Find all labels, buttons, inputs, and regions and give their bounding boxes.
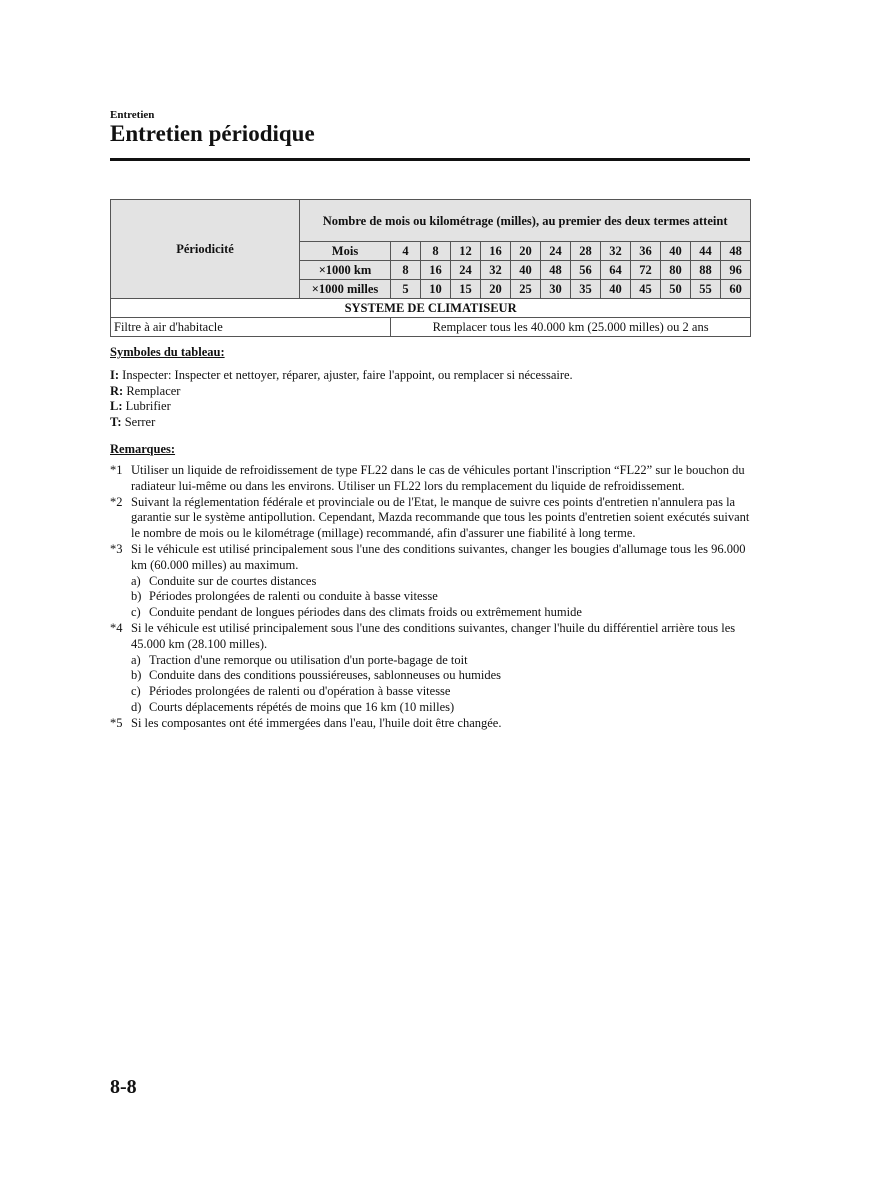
note-mark: *4 bbox=[110, 620, 123, 635]
table-cell: 12 bbox=[451, 242, 481, 261]
sub-text: Conduite pendant de longues périodes dans des climats froids ou extrêmement humide bbox=[149, 605, 582, 620]
sub-mark: b) bbox=[131, 589, 142, 604]
table-cell: 44 bbox=[691, 242, 721, 261]
table-cell: 8 bbox=[421, 242, 451, 261]
symbol-text: Lubrifier bbox=[122, 399, 171, 414]
sub-item bbox=[131, 605, 755, 621]
note-text: Suivant la réglementation fédérale et provinciale ou de l'Etat, le manque de suivre ces points d'entretien n'annulera pas la garantie sur le système antipollution. Cependant, Mazda recommande que tous les points d'entretien soient exécutés suivant le nombre de mois ou le kilométrage (millage) recommandé, afin d'assurer une fiabilité à long terme. bbox=[131, 494, 750, 541]
table-cell: 36 bbox=[631, 242, 661, 261]
table-cell: 88 bbox=[691, 261, 721, 280]
table-cell: 64 bbox=[601, 261, 631, 280]
remarks-list bbox=[110, 463, 755, 732]
note-mark: *5 bbox=[110, 715, 123, 730]
table-cell: 16 bbox=[481, 242, 511, 261]
symbol-text: Inspecter: Inspecter et nettoyer, réparer, ajuster, faire l'appoint, ou remplacer si nécessaire. bbox=[119, 368, 573, 382]
note-mark: *3 bbox=[110, 541, 123, 556]
table-cell: 55 bbox=[691, 280, 721, 299]
list-item bbox=[110, 399, 573, 415]
sub-item bbox=[131, 589, 755, 605]
sub-mark: a) bbox=[131, 652, 141, 667]
item-name: Filtre à air d'habitacle bbox=[111, 318, 391, 337]
table-row bbox=[111, 318, 751, 337]
table-cell: 60 bbox=[721, 280, 751, 299]
table-cell: 80 bbox=[661, 261, 691, 280]
symbol-key: T: bbox=[110, 415, 122, 430]
table-cell: 32 bbox=[481, 261, 511, 280]
table-cell: 25 bbox=[511, 280, 541, 299]
sub-mark: b) bbox=[131, 668, 142, 683]
table-cell: 45 bbox=[631, 280, 661, 299]
table-cell: 40 bbox=[601, 280, 631, 299]
sub-text: Périodes prolongées de ralenti ou conduite à basse vitesse bbox=[149, 589, 438, 604]
sub-text: Conduite dans des conditions poussiéreuses, sablonneuses ou humides bbox=[149, 668, 502, 683]
sub-text: Conduite sur de courtes distances bbox=[149, 573, 317, 588]
symbol-text: Remplacer bbox=[123, 383, 181, 398]
sub-item bbox=[131, 700, 755, 716]
table-cell: 32 bbox=[601, 242, 631, 261]
table-cell: 72 bbox=[631, 261, 661, 280]
symbols-list bbox=[110, 368, 573, 431]
system-heading-row bbox=[111, 299, 751, 318]
table-cell: 20 bbox=[481, 280, 511, 299]
sub-text: Traction d'une remorque ou utilisation d'un porte-bagage de toit bbox=[149, 652, 468, 667]
sub-item bbox=[131, 574, 755, 590]
table-cell: 15 bbox=[451, 280, 481, 299]
periodicite-cell: Périodicité bbox=[111, 200, 300, 299]
table-cell: 8 bbox=[391, 261, 421, 280]
table-cell: 16 bbox=[421, 261, 451, 280]
title-rule bbox=[110, 158, 750, 161]
table-cell: 48 bbox=[541, 261, 571, 280]
table-cell: 4 bbox=[391, 242, 421, 261]
table-cell: 28 bbox=[571, 242, 601, 261]
list-item bbox=[110, 415, 573, 431]
sub-item bbox=[131, 653, 755, 669]
section-label: Entretien bbox=[110, 109, 155, 121]
maintenance-schedule-table bbox=[110, 199, 751, 337]
remarks-heading: Remarques: bbox=[110, 442, 176, 456]
note-text: Si le véhicule est utilisé principalement sous l'une des conditions suivantes, changer les bougies d'allumage tous les 96.000 km (60.000 milles) au maximum. bbox=[131, 541, 746, 572]
table-cell: 96 bbox=[721, 261, 751, 280]
sub-mark: d) bbox=[131, 699, 142, 714]
sub-item bbox=[131, 684, 755, 700]
note-text: Utiliser un liquide de refroidissement de type FL22 dans le cas de véhicules portant l'inscription “FL22” sur le bouchon du radiateur lui-même ou dans les environs. Utiliser un FL22 lors du remplacement du liquide de refroidissement. bbox=[131, 463, 745, 493]
table-cell: 48 bbox=[721, 242, 751, 261]
table-cell: 30 bbox=[541, 280, 571, 299]
sub-mark: c) bbox=[131, 605, 141, 620]
symbol-key: R: bbox=[110, 383, 124, 398]
row-label: ×1000 milles bbox=[300, 280, 391, 299]
page-number: 8-8 bbox=[110, 1076, 137, 1098]
system-heading: SYSTEME DE CLIMATISEUR bbox=[111, 299, 751, 318]
table-cell: 10 bbox=[421, 280, 451, 299]
symbol-key: I: bbox=[110, 368, 120, 382]
table-cell: 24 bbox=[451, 261, 481, 280]
sub-text: Courts déplacements répétés de moins que 16 km (10 milles) bbox=[149, 699, 455, 714]
remark-note bbox=[110, 716, 755, 732]
table-cell: 40 bbox=[661, 242, 691, 261]
page-title: Entretien périodique bbox=[110, 121, 315, 146]
list-item bbox=[110, 384, 573, 400]
remark-note bbox=[110, 542, 755, 621]
row-label: Mois bbox=[300, 242, 391, 261]
remark-note bbox=[110, 463, 755, 495]
sub-text: Périodes prolongées de ralenti ou d'opération à basse vitesse bbox=[149, 684, 451, 699]
sub-mark: a) bbox=[131, 573, 141, 588]
sub-mark: c) bbox=[131, 684, 141, 699]
table-cell: 5 bbox=[391, 280, 421, 299]
note-mark: *1 bbox=[110, 463, 123, 477]
row-label: ×1000 km bbox=[300, 261, 391, 280]
symbol-text: Serrer bbox=[121, 415, 156, 430]
item-action: Remplacer tous les 40.000 km (25.000 milles) ou 2 ans bbox=[391, 318, 751, 337]
symbol-key: L: bbox=[110, 399, 123, 414]
table-cell: 20 bbox=[511, 242, 541, 261]
symbols-heading: Symboles du tableau: bbox=[110, 345, 225, 359]
table-cell: 40 bbox=[511, 261, 541, 280]
remark-note bbox=[110, 621, 755, 716]
note-text: Si le véhicule est utilisé principalement sous l'une des conditions suivantes, changer l'huile du différentiel arrière tous les 45.000 km (28.100 milles). bbox=[131, 620, 736, 651]
table-cell: 50 bbox=[661, 280, 691, 299]
table-cell: 24 bbox=[541, 242, 571, 261]
remark-note bbox=[110, 495, 755, 542]
table-cell: 35 bbox=[571, 280, 601, 299]
table-cell: 56 bbox=[571, 261, 601, 280]
list-item bbox=[110, 368, 573, 384]
interval-heading: Nombre de mois ou kilométrage (milles), au premier des deux termes atteint bbox=[300, 200, 751, 242]
note-text: Si les composantes ont été immergées dans l'eau, l'huile doit être changée. bbox=[131, 715, 502, 730]
note-mark: *2 bbox=[110, 494, 123, 509]
sub-item bbox=[131, 668, 755, 684]
